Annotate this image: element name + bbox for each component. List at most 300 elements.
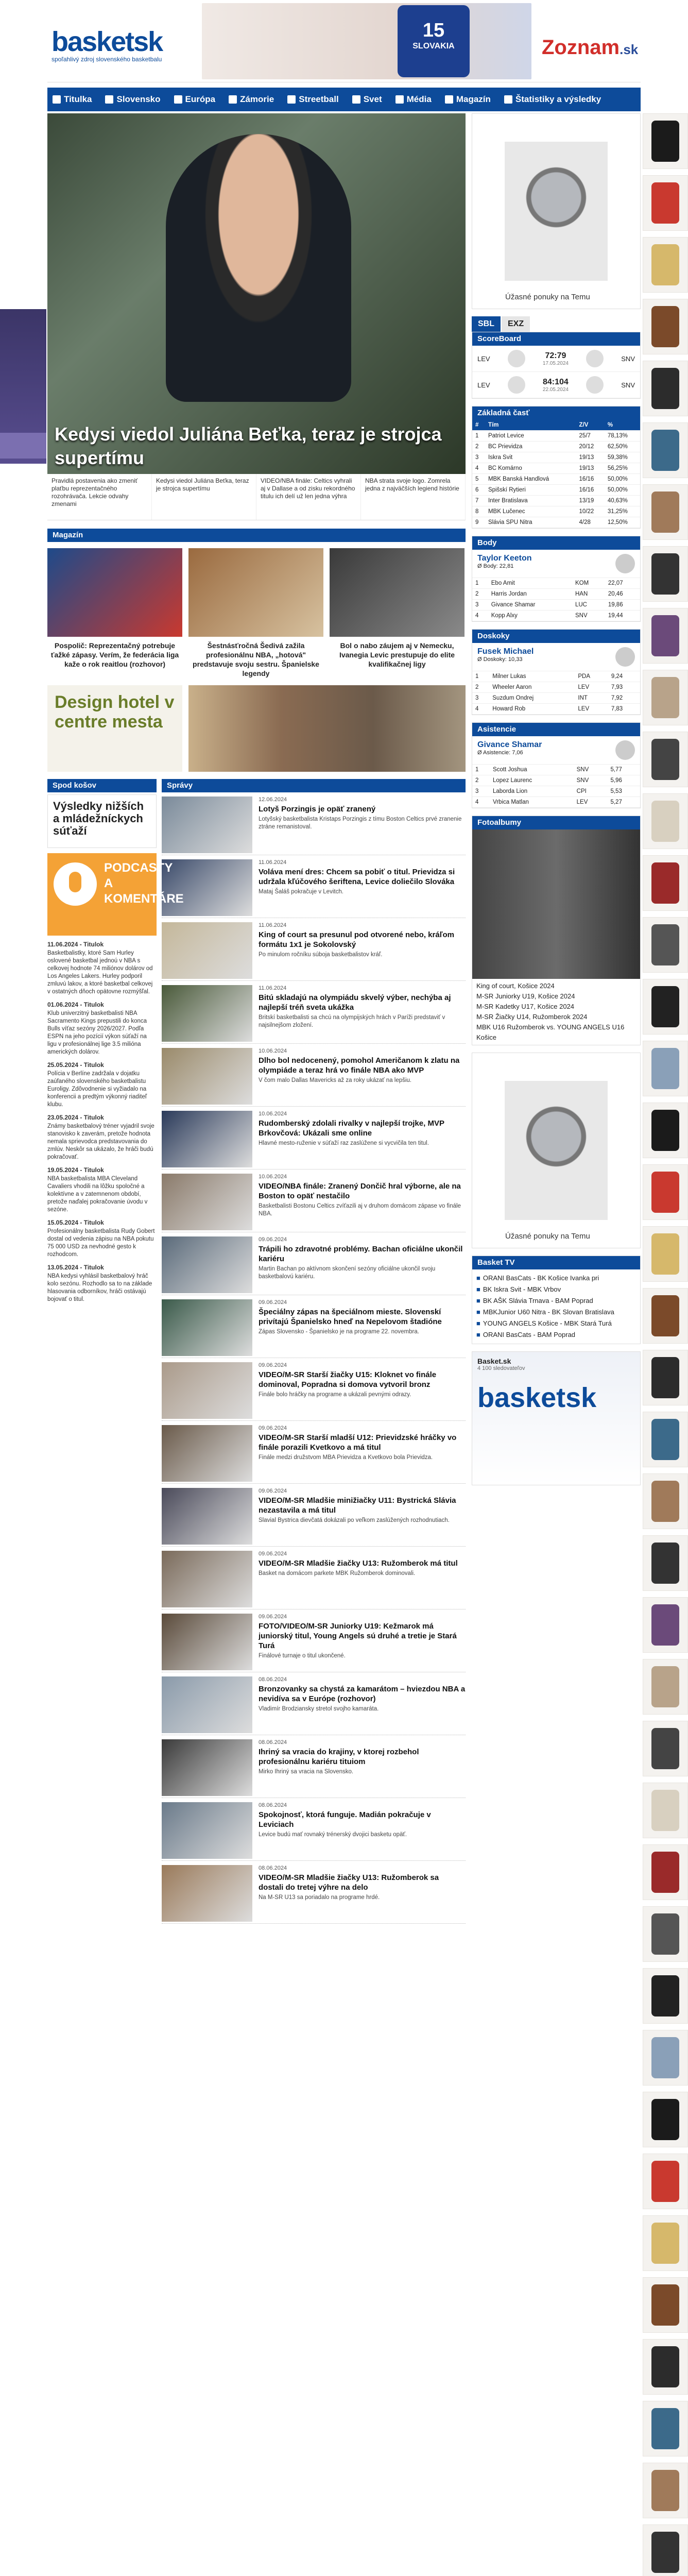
tab-sbl[interactable]: SBL [472, 316, 501, 332]
news-item[interactable] [162, 1421, 466, 1484]
side-product-ad[interactable] [643, 361, 688, 416]
win-pct: 31,25% [605, 506, 640, 517]
news-body [259, 1739, 466, 1793]
header-banner-ad[interactable] [202, 3, 531, 79]
news-item[interactable] [162, 918, 466, 981]
score-date: 17.05.2024 [542, 360, 569, 366]
photo-album-image[interactable] [472, 829, 640, 979]
leader-row[interactable] [472, 611, 640, 621]
news-title[interactable]: FOTO/VIDEO/M-SR Juniorky U19: Kežmarok má juniorský titul, Young Angels sú druhé a tretie je Stará Turá [259, 1622, 457, 1650]
side-product-ad[interactable] [643, 2524, 688, 2576]
win-pct: 62,50% [605, 442, 640, 452]
news-perex: Levice budú mať rovnaký trénerský dvojici basketu opäť. [259, 1832, 407, 1838]
player-name[interactable]: Lopez Laurenc [490, 775, 574, 786]
news-heading[interactable]: Správy [162, 779, 466, 792]
hotel-ad[interactable] [47, 685, 466, 772]
team-code: LEV [574, 797, 608, 808]
youth-results-link[interactable]: Výsledky nižších a mládežníckych súťaží [47, 794, 157, 848]
team-name[interactable]: MBK Lučenec [485, 506, 576, 517]
standings-row[interactable] [472, 474, 640, 485]
side-product-ad[interactable] [643, 113, 688, 169]
news-title[interactable]: King of court sa presunul pod otvorené nebo, kráľom formátu 1x1 je Sokolovský [259, 930, 454, 949]
news-perex: Vladimír Brodziansky stretol svojho kamaráta. [259, 1706, 379, 1712]
news-item[interactable] [162, 1609, 466, 1672]
side-product-ad[interactable] [643, 1906, 688, 1962]
temu-product-image [505, 142, 608, 281]
basket-tv-item[interactable] [476, 1273, 636, 1284]
news-date: 08.06.2024 [259, 1739, 287, 1745]
side-product-ad[interactable] [643, 1164, 688, 1220]
product-image [651, 1543, 679, 1584]
site-logo[interactable] [51, 26, 201, 67]
leader-row[interactable] [472, 578, 640, 589]
brief-item[interactable] [47, 1166, 157, 1214]
leader-row[interactable] [472, 589, 640, 600]
stat-value: 20,46 [605, 589, 640, 600]
brief-text: Polícia v Berlíne zadržala v dojatku zaúfaného slovenského basketbalistu Euroligy. Zdôvodnenie si vyžiadalo na konferencii a predtým výkonný riaditeľ klubu. [47, 1071, 147, 1108]
photo-album-link[interactable]: M-SR Kadetky U17, Košice 2024 [476, 1003, 575, 1010]
nav-label: Titulka [64, 94, 92, 104]
basket-tv-item[interactable] [476, 1295, 636, 1307]
magazin-image [188, 548, 323, 637]
news-body [259, 1111, 466, 1165]
hero-title[interactable]: Kedysi viedol Juliána Beťka, teraz je strojca supertímu [55, 423, 442, 468]
side-product-ad[interactable] [643, 1103, 688, 1158]
news-body [259, 922, 466, 976]
news-title[interactable]: Spokojnosť, ktorá funguje. Madián pokračuje v Leviciach [259, 1810, 431, 1829]
side-product-ad[interactable] [643, 2030, 688, 2086]
news-body [259, 1236, 466, 1291]
stat-value: 19,44 [605, 611, 640, 621]
facebook-page-name: Basket.sk [477, 1357, 511, 1365]
side-product-ad[interactable] [643, 237, 688, 293]
temu-ad-label: Úžasné ponuky na Temu [505, 293, 590, 301]
product-image [651, 1728, 679, 1769]
basket-tv-list [472, 1269, 640, 1344]
photo-album-link[interactable]: King of court, Košice 2024 [476, 982, 555, 990]
news-perex: Britskí basketbalisti sa chcú na olympijských hrách v Paríži predstaviť v najsilnejšom zložení. [259, 1014, 445, 1028]
team-code: SNV [574, 775, 608, 786]
side-product-ad[interactable] [643, 793, 688, 849]
temu-ad-2[interactable] [472, 1053, 641, 1248]
news-date: 09.06.2024 [259, 1614, 287, 1620]
standings-row[interactable] [472, 485, 640, 496]
win-pct: 50,00% [605, 485, 640, 496]
stat-value: 7,83 [608, 704, 640, 715]
side-product-ad[interactable] [643, 422, 688, 478]
news-thumbnail [162, 1362, 252, 1419]
side-product-ad[interactable] [643, 855, 688, 911]
news-title[interactable]: VIDEO/M-SR Starší žiačky U15: Kloknet vo finále dominoval, Popradna si domova vytvoril bronz [259, 1370, 437, 1389]
nav-label: Slovensko [116, 94, 161, 104]
nav-item-eur-pa[interactable] [174, 94, 216, 105]
team-code: LEV [575, 682, 608, 693]
news-perex: Finálové turnaje o titul ukončené. [259, 1653, 346, 1659]
side-product-ad[interactable] [643, 670, 688, 725]
team-name[interactable]: BC Prievidza [485, 442, 576, 452]
product-image [651, 615, 679, 656]
side-product-ad[interactable] [643, 608, 688, 664]
hero-article[interactable] [47, 113, 466, 474]
news-thumbnail [162, 1865, 252, 1922]
news-item[interactable] [162, 1295, 466, 1358]
side-product-ad[interactable] [643, 979, 688, 1035]
score-row[interactable] [472, 346, 640, 372]
standings-row[interactable] [472, 442, 640, 452]
product-image [651, 1790, 679, 1831]
news-date: 09.06.2024 [259, 1551, 287, 1557]
basket-tv-item[interactable] [476, 1329, 636, 1341]
points-leaders-box [472, 536, 641, 622]
news-title[interactable]: Trápili ho zdravotné problémy. Bachan oficiálne ukončil kariéru [259, 1245, 463, 1263]
product-image [651, 1295, 679, 1336]
news-title[interactable]: VIDEO/M-SR Starší mladší U12: Prievidzské hráčky vo finále porazili Kvetkovo a má titul [259, 1433, 457, 1452]
player-name[interactable]: Vrbica Matlan [490, 797, 574, 808]
team-code: INT [575, 693, 608, 704]
nav-item-titulka[interactable] [53, 94, 92, 105]
basket-tv-heading[interactable]: Basket TV [472, 1256, 640, 1269]
tab-exz[interactable]: EXZ [502, 316, 530, 332]
side-product-ad[interactable] [643, 1412, 688, 1467]
leader-row[interactable] [472, 682, 640, 693]
player-name[interactable]: Howard Rob [489, 704, 575, 715]
news-title[interactable]: Špeciálny zápas na špeciálnom mieste. Slovenskí privítajú Španielsko hneď na Nepelovom štadióne [259, 1308, 442, 1326]
rank: 5 [472, 474, 485, 485]
temu-ad[interactable] [472, 113, 641, 309]
basket-tv-label: ■ BK Iskra Svit - MBK Vrbov [476, 1285, 561, 1293]
photo-album-link[interactable]: MBK U16 Ružomberok vs. YOUNG ANGELS U16 Košice [476, 1023, 625, 1041]
magazin-heading[interactable]: Magazín [47, 529, 466, 542]
side-product-ad[interactable] [643, 732, 688, 787]
news-body [259, 1551, 466, 1605]
away-team: SNV [621, 354, 635, 363]
rank: 3 [472, 693, 489, 704]
win-pct: 12,50% [605, 517, 640, 528]
news-item[interactable] [162, 792, 466, 855]
rank: 1 [472, 578, 488, 589]
nav-icon [53, 95, 61, 104]
news-title[interactable]: Ihriný sa vracia do krajiny, v ktorej rozbehol profesionálnu kariéru tituiom [259, 1748, 419, 1766]
side-product-ad[interactable] [643, 1041, 688, 1096]
team-code: SNV [574, 765, 608, 775]
news-title[interactable]: VIDEO/M-SR Mladšie minižiačky U11: Bystrická Slávia nezastavila a má titul [259, 1496, 456, 1515]
side-product-ad[interactable] [643, 2463, 688, 2518]
side-product-ad[interactable] [643, 2339, 688, 2395]
score-row[interactable] [472, 372, 640, 398]
score-result [543, 378, 569, 393]
news-perex: Finále bolo hráčky na programe a ukázali pevnými odrazy. [259, 1392, 411, 1398]
news-perex: Mataj Šaláš pokračuje v Levitch. [259, 889, 343, 895]
news-thumbnail [162, 1488, 252, 1545]
news-item[interactable] [162, 855, 466, 918]
magazin-item[interactable] [330, 548, 465, 682]
side-product-ad[interactable] [643, 2401, 688, 2456]
stat-value: 7,92 [608, 693, 640, 704]
nav-icon [395, 95, 404, 104]
news-thumbnail [162, 922, 252, 979]
side-product-ad[interactable] [643, 2277, 688, 2333]
team-name[interactable]: Patriot Levice [485, 431, 576, 442]
player-name[interactable]: Milner Lukas [489, 671, 575, 682]
league-tabs [472, 316, 641, 332]
standings-row[interactable] [472, 517, 640, 528]
news-title[interactable]: Voláva mení dres: Chcem sa pobiť o titul. Prievidza si udržala kľúčového šeriftena, Levice doliečilo Slováka [259, 868, 455, 886]
sidebar [472, 113, 641, 1493]
news-title[interactable]: VIDEO/NBA finále: Zranený Dončič hral výborne, ale na Boston to opäť nestačilo [259, 1182, 461, 1200]
stat-value: 5,77 [607, 765, 640, 775]
main-column [47, 113, 466, 1924]
news-list [162, 792, 466, 1924]
product-image [651, 924, 679, 965]
rank: 2 [472, 442, 485, 452]
news-item[interactable] [162, 1861, 466, 1924]
top-player[interactable] [472, 736, 640, 765]
leader-row[interactable] [472, 775, 640, 786]
hero-strip-item[interactable]: Pravidlá postavenia ako zmeniť plaťbu reprezentačného rozohrávača. Lekcie odvahy zmenami [47, 474, 152, 520]
news-body [259, 1865, 466, 1919]
side-product-ad[interactable] [643, 484, 688, 540]
nav-item-streetball[interactable] [287, 94, 338, 105]
side-product-ad[interactable] [643, 1535, 688, 1591]
side-product-ad[interactable] [643, 1783, 688, 1838]
rank: 8 [472, 506, 485, 517]
side-product-ad[interactable] [643, 2092, 688, 2147]
basket-tv-label: ■ MBKJunior U60 Nitra - BK Slovan Bratislava [476, 1308, 614, 1316]
stat-value: 19,86 [605, 600, 640, 611]
news-item[interactable] [162, 1232, 466, 1295]
player-name[interactable]: Suzdum Ondrej [489, 693, 575, 704]
brief-date: 11.06.2024 - Titulok [47, 941, 104, 948]
brief-item[interactable] [47, 941, 157, 996]
magazin-caption: Šestnásťročná Šedivá zažila profesionálnu NBA, „hotová" predstavuje svoju sestru. Španielske legendy [193, 641, 319, 677]
news-item[interactable] [162, 1044, 466, 1107]
leader-row[interactable] [472, 704, 640, 715]
standings-row[interactable] [472, 452, 640, 463]
hotel-ad-image [188, 685, 466, 772]
side-product-ad[interactable] [643, 1226, 688, 1282]
news-item[interactable] [162, 1170, 466, 1232]
brief-item[interactable] [47, 1114, 157, 1161]
nav-item-svet[interactable] [352, 94, 382, 105]
news-thumbnail [162, 1048, 252, 1105]
product-image [651, 1604, 679, 1646]
leader-row[interactable] [472, 693, 640, 704]
news-item[interactable] [162, 1107, 466, 1170]
magazin-image [47, 548, 182, 637]
side-product-ad[interactable] [643, 2154, 688, 2209]
team-name[interactable]: BC Komárno [485, 463, 576, 474]
side-product-ad[interactable] [643, 175, 688, 231]
player-name[interactable]: Kopp Alxy [488, 611, 572, 621]
side-product-ad[interactable] [643, 299, 688, 354]
brief-text: NBA kedysi vyhlásil basketbalový hráč kolo sezónu. Rozhodlo sa to na základe hlasovania odborníkov, hráči ostávajú bojovať o titul. [47, 1273, 152, 1302]
hotel-ad-text: Design hotel v centre mesta [47, 685, 182, 772]
nav-label: Zámorie [240, 94, 274, 104]
team-logo-icon [508, 350, 525, 367]
brief-item[interactable] [47, 1001, 157, 1056]
magazin-item[interactable] [188, 548, 323, 682]
player-name[interactable]: Harris Jordan [488, 589, 572, 600]
photo-albums-heading[interactable]: Fotoalbumy [472, 816, 640, 829]
rank: 4 [472, 611, 488, 621]
team-name[interactable]: Spišskí Rytieri [485, 485, 576, 496]
podcasts-banner[interactable] [47, 853, 184, 936]
facebook-widget[interactable] [472, 1351, 641, 1485]
team-name[interactable]: Slávia SPU Nitra [485, 517, 576, 528]
nav-item-z-morie[interactable] [229, 94, 274, 105]
side-product-ad[interactable] [643, 917, 688, 973]
news-item[interactable] [162, 981, 466, 1044]
brief-item[interactable] [47, 1061, 157, 1109]
player-avatar [615, 740, 635, 760]
news-title[interactable]: Rudomberský zdolali rivalky v najlepší trojke, MVP Brkovčová: Ukázali sme online [259, 1119, 444, 1138]
news-title[interactable]: Dlho bol nedocenený, pomohol Američanom k zlatu na olympiáde a teraz hrá vo finále NBA ako MVP [259, 1056, 460, 1075]
side-product-ad[interactable] [643, 1844, 688, 1900]
nav-icon [287, 95, 296, 104]
player-name[interactable]: Laborda Lion [490, 786, 574, 797]
rank: 3 [472, 786, 490, 797]
leader-row[interactable] [472, 786, 640, 797]
content-columns [47, 779, 466, 1924]
brief-item[interactable] [47, 1219, 157, 1259]
team-name[interactable]: MBK Banská Handlová [485, 474, 576, 485]
news-item[interactable] [162, 1798, 466, 1861]
news-title[interactable]: Bronzovanky sa chystá za kamarátom – hviezdou NBA a nevidíva sa v Európe (rozhovor) [259, 1685, 466, 1703]
team-code: LEV [575, 704, 608, 715]
top-player[interactable] [472, 643, 640, 671]
basket-tv-item[interactable] [476, 1307, 636, 1318]
zoznam-logo[interactable] [542, 36, 638, 59]
side-product-ad[interactable] [643, 546, 688, 602]
top-player-name: Givance Shamar [477, 740, 542, 749]
standings-row[interactable] [472, 431, 640, 442]
top-player-name: Taylor Keeton [477, 554, 532, 563]
leader-row[interactable] [472, 765, 640, 775]
side-product-ad[interactable] [643, 1659, 688, 1715]
leader-row[interactable] [472, 797, 640, 808]
player-name[interactable]: Wheeler Aaron [489, 682, 575, 693]
record: 19/13 [576, 463, 605, 474]
nav-item-m-dia[interactable] [395, 94, 432, 105]
news-item[interactable] [162, 1484, 466, 1547]
nav-label: Streetball [299, 94, 339, 104]
news-title[interactable]: VIDEO/M-SR Mladšie žiačky U13: Ružomberok má titul [259, 1559, 458, 1568]
hero-strip-item[interactable]: Kedysi viedol Juliána Beťka, teraz je strojca supertímu [152, 474, 256, 520]
team-code: SNV [572, 611, 605, 621]
player-name[interactable]: Scott Joshua [490, 765, 574, 775]
nav-item-magaz-n[interactable] [445, 94, 491, 105]
side-product-ad[interactable] [643, 1968, 688, 2024]
win-pct: 40,63% [605, 496, 640, 506]
basket-tv-item[interactable] [476, 1284, 636, 1295]
hero-strip-item[interactable]: NBA strata svoje logo. Zomrela jedna z najväčších legiend histórie [361, 474, 466, 520]
nav-item-slovensko[interactable] [105, 94, 160, 105]
player-name[interactable]: Givance Shamar [488, 600, 572, 611]
photo-album-link[interactable]: M-SR Žiačky U14, Ružomberok 2024 [476, 1013, 588, 1021]
news-item[interactable] [162, 1735, 466, 1798]
player-avatar [615, 554, 635, 573]
standings-table [472, 420, 640, 528]
stat-value: 5,96 [607, 775, 640, 786]
news-item[interactable] [162, 1358, 466, 1421]
standings-row[interactable] [472, 463, 640, 474]
standings-row[interactable] [472, 506, 640, 517]
news-title[interactable]: VIDEO/M-SR Mladšie žiačky U13: Ružomberok sa dostali do tretej výhre na delo [259, 1873, 439, 1892]
nav-label: Štatistiky a výsledky [515, 94, 601, 104]
win-pct: 59,38% [605, 452, 640, 463]
brief-text: NBA basketbalista MBA Cleveland Cavaliers vhodili na lôžku spoločné a kolektívne a v zatemnenom období, pretože naďalej pokračovanie úvodu v sezóne. [47, 1176, 148, 1213]
news-thumbnail [162, 1802, 252, 1859]
brief-date: 13.05.2024 - Titulok [47, 1264, 104, 1271]
nav-item--tatistiky-a-v-sledky[interactable] [504, 94, 601, 105]
product-image [651, 2223, 679, 2264]
score-value: 72:79 [545, 351, 566, 360]
news-title[interactable]: Bitú skladajú na olympiádu skvelý výber, nechýba aj najlepší tréň sveta ukážka [259, 993, 451, 1012]
side-product-ad[interactable] [643, 1288, 688, 1344]
nav-label: Svet [363, 94, 382, 104]
news-date: 09.06.2024 [259, 1299, 287, 1306]
news-body [259, 985, 466, 1039]
product-image [651, 986, 679, 1027]
news-item[interactable] [162, 1672, 466, 1735]
temu-ad-label: Úžasné ponuky na Temu [505, 1232, 590, 1241]
rank: 2 [472, 682, 489, 693]
left-side-ad-strip[interactable] [0, 433, 46, 459]
team-name[interactable]: Iskra Svit [485, 452, 576, 463]
nav-icon [504, 95, 512, 104]
record: 16/16 [576, 474, 605, 485]
hero-strip [47, 474, 466, 520]
news-item[interactable] [162, 1547, 466, 1609]
magazin-item[interactable] [47, 548, 182, 682]
basket-tv-item[interactable] [476, 1318, 636, 1329]
team-name[interactable]: Inter Bratislava [485, 496, 576, 506]
leader-row[interactable] [472, 600, 640, 611]
side-product-ad[interactable] [643, 1473, 688, 1529]
col-team: Tím [485, 420, 576, 431]
news-thumbnail [162, 796, 252, 853]
side-product-ad[interactable] [643, 1721, 688, 1776]
rank: 3 [472, 600, 488, 611]
news-title[interactable]: Lotyš Porzingis je opäť zranený [259, 805, 376, 814]
assists-leaders-box [472, 722, 641, 808]
side-product-ad[interactable] [643, 2215, 688, 2271]
spod-kosov-heading[interactable]: Spod košov [47, 779, 157, 792]
hero-strip-item[interactable]: VIDEO/NBA finále: Celtics vyhrali aj v Dallase a od zisku rekordného titulu ich delí už len jedna výhra [256, 474, 361, 520]
player-name[interactable]: Ebo Amit [488, 578, 572, 589]
rank: 1 [472, 765, 490, 775]
side-product-ad[interactable] [643, 1350, 688, 1405]
news-date: 12.06.2024 [259, 796, 287, 803]
standings-row[interactable] [472, 496, 640, 506]
home-team: LEV [477, 381, 490, 389]
brief-item[interactable] [47, 1264, 157, 1303]
news-body [259, 1425, 466, 1479]
side-product-ad[interactable] [643, 1597, 688, 1653]
news-date: 08.06.2024 [259, 1676, 287, 1683]
news-thumbnail [162, 1739, 252, 1796]
magazin-list [47, 548, 466, 682]
team-code: CPI [574, 786, 608, 797]
top-player[interactable] [472, 550, 640, 578]
zoznam-text: Zoznam [542, 36, 620, 59]
rank: 1 [472, 671, 489, 682]
rank: 4 [472, 463, 485, 474]
product-image [651, 121, 679, 162]
leader-row[interactable] [472, 671, 640, 682]
news-body [259, 1614, 466, 1668]
photo-album-link[interactable]: M-SR Juniorky U19, Košice 2024 [476, 992, 575, 1000]
